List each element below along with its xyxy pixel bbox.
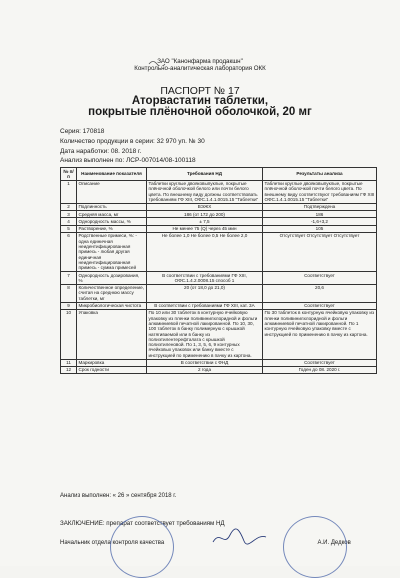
lab-name: Контрольно-аналитическая лаборатория ОКК <box>134 65 266 72</box>
row-indicator: Однородность массы, % <box>77 218 147 225</box>
company-name: ЗАО "Канонфарма продакшн" <box>157 58 243 65</box>
table-row <box>61 232 377 271</box>
series: Серия: 170818 <box>60 128 105 135</box>
row-number: 4 <box>61 218 77 225</box>
production-date: Дата наработки: 08. 2018 г. <box>60 148 142 155</box>
header-result: Результаты анализа <box>263 168 377 181</box>
row-requirement: ± 7,5 <box>147 218 263 225</box>
table-row <box>61 309 377 359</box>
row-number: 2 <box>61 203 77 210</box>
row-result: Подтверждена <box>263 203 377 210</box>
row-requirement: 186 (от 172 до 200) <box>147 211 263 218</box>
row-result: Отсутствует Отсутствует Отсутствует <box>263 232 377 271</box>
table-row <box>61 218 377 225</box>
row-requirement: Таблетки круглые двояковыпуклые, покрытые плёночной оболочкой белого или почти белого цвета. По внешнему виду должны соответствовать требованиям ГФ XIII, ОФС.1.4.1.0015.15 "Таблетки" <box>147 180 263 203</box>
qc-chief-name: А.И. Дедков <box>317 540 351 546</box>
round-stamp-left <box>110 516 174 578</box>
row-requirement: В соответствии с ФНД <box>147 359 263 366</box>
specification-table <box>60 167 377 374</box>
row-number: 10 <box>61 309 77 359</box>
row-requirement: В соответствии с требованиями ГФ XIII, кат. 3А <box>147 302 263 309</box>
header-number: № п/п <box>61 168 77 181</box>
row-result: По 30 таблеток в контурную ячейковую упаковку из пленки поливинилхлоридной и фольги алюминиевой печатной лакированной. По 1 контурную ячейковую упаковку вместе с инструкцией по применению в пачку из картона. <box>263 309 377 359</box>
table-row <box>61 302 377 309</box>
row-indicator: Средняя масса, мг <box>77 211 147 218</box>
row-number: 5 <box>61 225 77 232</box>
table-row <box>61 203 377 210</box>
row-indicator: Описание <box>77 180 147 203</box>
row-result: Годен до 08. 2020 г. <box>263 366 377 373</box>
row-indicator: Растворение, % <box>77 225 147 232</box>
row-number: 3 <box>61 211 77 218</box>
row-number: 1 <box>61 180 77 203</box>
row-result: 186 <box>263 211 377 218</box>
row-result: Соответствует <box>263 272 377 285</box>
row-number: 9 <box>61 302 77 309</box>
header-indicator: Наименование показателя <box>77 168 147 181</box>
row-result: Таблетки круглые двояковыпуклые, покрытые плёночной оболочкой почти белого цвета. По внешнему виду соответствуют требованиям ГФ XIII ОФС.1.4.1.0015.15 "Таблетки" <box>263 180 377 203</box>
row-indicator: Срок годности <box>77 366 147 373</box>
round-stamp-right <box>283 516 347 578</box>
drug-name-line1: Аторвастатин таблетки, <box>131 95 269 107</box>
analysis-standard: Анализ выполнен по: ЛСР-007014/08-100118 <box>60 157 196 164</box>
row-indicator: Родственные примеси, %: - одна единичная неидентифицированная примесь - любая другая единичная неидентифицированная примесь - сумма примесей <box>77 232 147 271</box>
row-requirement: ВЭЖХ <box>147 203 263 210</box>
table-row <box>61 284 377 302</box>
row-indicator: Микробиологическая чистота <box>77 302 147 309</box>
row-requirement: 20 (от 18,0 до 21,0) <box>147 284 263 302</box>
row-result: 105 <box>263 225 377 232</box>
table-row <box>61 366 377 373</box>
row-number: 12 <box>61 366 77 373</box>
row-indicator: Подлинность <box>77 203 147 210</box>
qc-chief-title: Начальник отдела контроля качества <box>60 540 165 546</box>
row-number: 11 <box>61 359 77 366</box>
row-result: -1,6+3,2 <box>263 218 377 225</box>
quantity: Количество продукции в серии: 32 970 уп. № 30 <box>60 138 205 145</box>
analysis-date: Анализ выполнен: « 26 » сентября 2018 г. <box>60 493 177 499</box>
row-requirement: По 10 или 30 таблеток в контурную ячейковую упаковку из пленки поливинилхлоридной и фольги алюминиевой печатной лакированной. По 10, 30, 100 таблеток в банку полимерную с крышкой натягиваемой или в банку из полиэтилентерефталата с крышкой полиэтиленовой. По 1, 3, 5, 6, 9 контурных ячейковых упаковок или банку вместе с инструкцией по применению в пачку из картона. <box>147 309 263 359</box>
row-requirement: 2 года <box>147 366 263 373</box>
table-row <box>61 180 377 203</box>
row-number: 8 <box>61 284 77 302</box>
table-row <box>61 211 377 218</box>
signature <box>210 527 270 547</box>
row-indicator: Маркировка <box>77 359 147 366</box>
header-requirement: Требования НД <box>147 168 263 181</box>
row-requirement: В соответствии с требованиями ГФ XIII, ОФС.1.4.2.0008.15 способ 1 <box>147 272 263 285</box>
table-row <box>61 225 377 232</box>
row-indicator: Однородность дозирования, % <box>77 272 147 285</box>
row-number: 6 <box>61 232 77 271</box>
table-row <box>61 272 377 285</box>
table-header-row <box>61 168 377 181</box>
row-result: 20,6 <box>263 284 377 302</box>
row-indicator: Количественное определение, считая на среднюю массу таблетки, мг <box>77 284 147 302</box>
row-indicator: Упаковка <box>77 309 147 359</box>
drug-name-line2: покрытые плёночной оболочкой, 20 мг <box>88 106 312 118</box>
passport-title: ПАСПОРТ № 17 <box>160 85 240 97</box>
row-result: Соответствует <box>263 359 377 366</box>
conclusion: ЗАКЛЮЧЕНИЕ: препарат соответствует требованиям НД <box>60 520 225 527</box>
table-row <box>61 359 377 366</box>
row-requirement: Не более 1,0 Не более 0,5 Не более 2,0 <box>147 232 263 271</box>
row-result: Соответствует <box>263 302 377 309</box>
row-requirement: Не менее 75 (Q) через 45 мин <box>147 225 263 232</box>
row-number: 7 <box>61 272 77 285</box>
